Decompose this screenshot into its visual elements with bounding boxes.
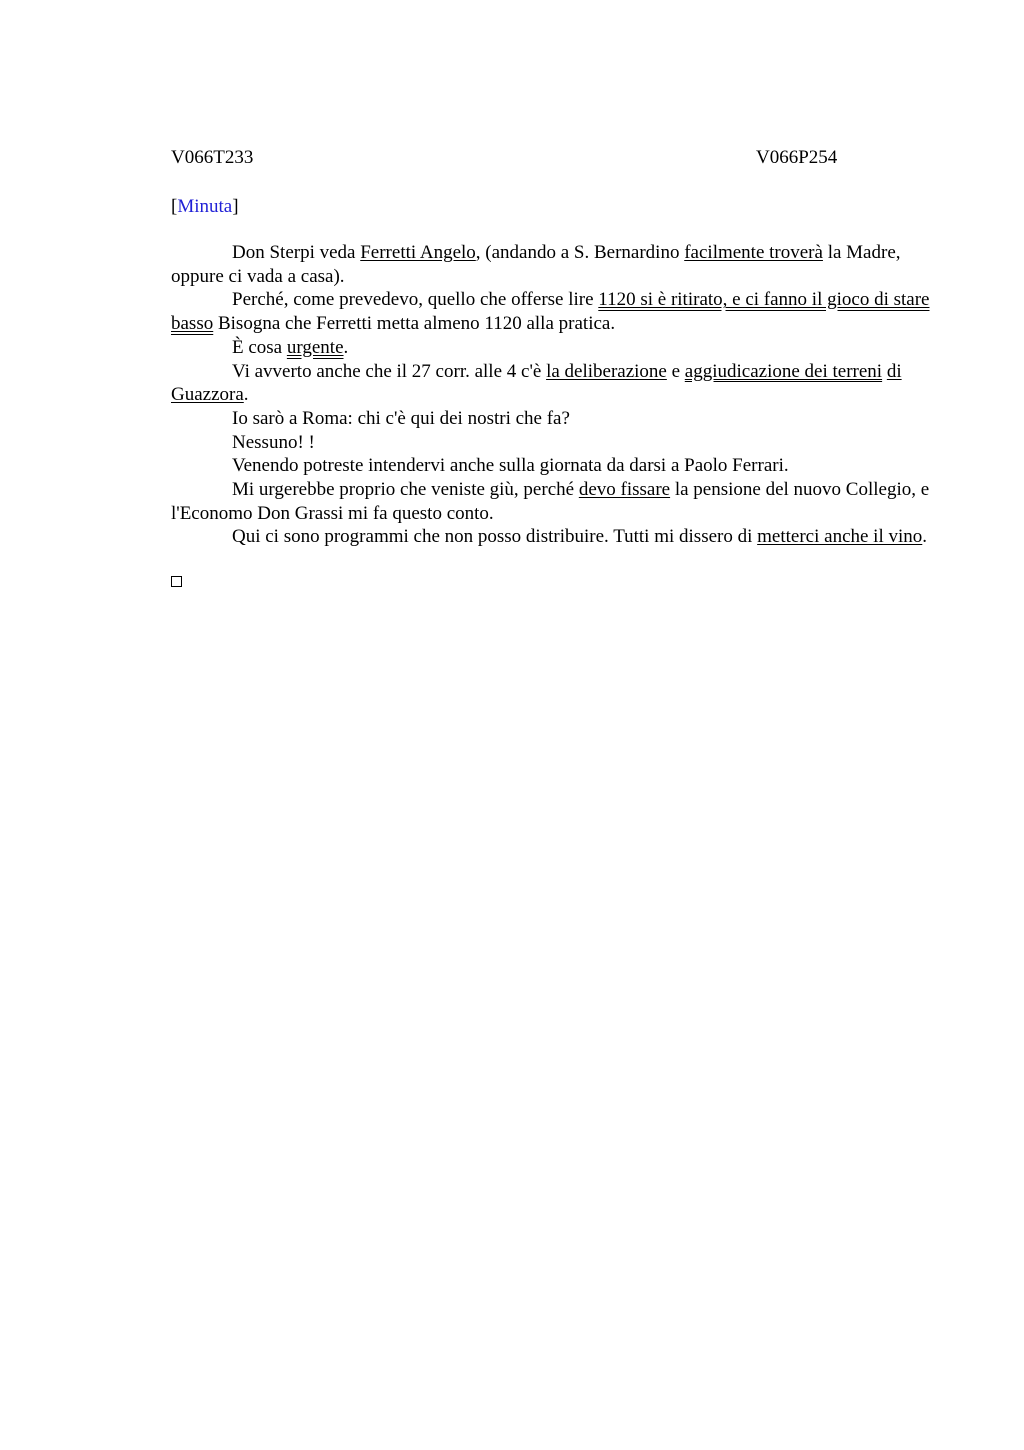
p8-text-c: la pensione del nuovo Collegio, e l'Economo Don Grassi mi fa questo conto. (171, 479, 930, 524)
p9-text-a: Qui ci sono programmi che non posso distribuire. Tutti mi dissero di (232, 526, 758, 548)
p4-text-c: e (666, 360, 685, 382)
page-code-right: V066P254 (756, 147, 838, 168)
document-header (171, 146, 933, 170)
p1-text-a: Don Sterpi veda (232, 242, 361, 263)
minuta-link[interactable]: Minuta (177, 196, 233, 217)
paragraph-4 (171, 360, 933, 407)
p4-double-underlined-phrase: aggiudicazione dei terreni (684, 360, 883, 382)
minuta-label (171, 195, 933, 219)
paragraph-6: Nessuno! ! (232, 431, 315, 453)
document-page (171, 146, 933, 587)
end-of-document-square-icon (171, 576, 182, 587)
paragraph-8 (171, 478, 933, 525)
p9-text-c: . (922, 526, 928, 548)
paragraph-2 (171, 288, 933, 335)
p1-underlined-name: Ferretti Angelo (360, 242, 476, 263)
paragraph-3 (171, 336, 933, 360)
paragraph-1 (171, 241, 933, 288)
p4-text-g: . (243, 384, 249, 406)
p2-double-underlined-phrase: 1120 si è ritirato, e ci fanno il gioco di stare basso (171, 289, 930, 335)
p8-text-a: Mi urgerebbe proprio che veniste giù, perché (232, 479, 579, 501)
document-code-left: V066T233 (171, 147, 254, 168)
p3-text-a: È cosa (232, 336, 287, 358)
p3-double-underlined-word: urgente (286, 336, 344, 358)
p2-text-a: Perché, come prevedevo, quello che offerse lire (232, 289, 599, 311)
minuta-close-bracket: ] (232, 196, 239, 217)
paragraph-9 (171, 525, 933, 549)
p1-underlined-phrase: facilmente troverà (684, 242, 823, 263)
minuta-open-bracket: [ (171, 196, 178, 217)
p4-underlined-place: di Guazzora (171, 360, 902, 406)
p9-underlined-phrase: metterci anche il vino (757, 526, 923, 548)
p8-underlined-phrase: devo fissare (578, 479, 671, 501)
p3-text-c: . (343, 336, 349, 358)
p4-text-a: Vi avverto anche che il 27 corr. alle 4 c'è (232, 360, 547, 382)
letter-body (171, 241, 933, 549)
paragraph-5: Io sarò a Roma: chi c'è qui dei nostri che fa? (232, 407, 570, 429)
paragraph-7: Venendo potreste intendervi anche sulla giornata da darsi a Paolo Ferrari. (232, 455, 789, 477)
p4-underlined-phrase-1: la deliberazione (546, 360, 667, 382)
p2-text-c: Bisogna che Ferretti metta almeno 1120 alla pratica. (213, 313, 616, 335)
p1-text-e: la Madre, oppure ci vada a casa). (171, 242, 901, 287)
p1-text-c: , (andando a S. Bernardino (475, 242, 685, 263)
